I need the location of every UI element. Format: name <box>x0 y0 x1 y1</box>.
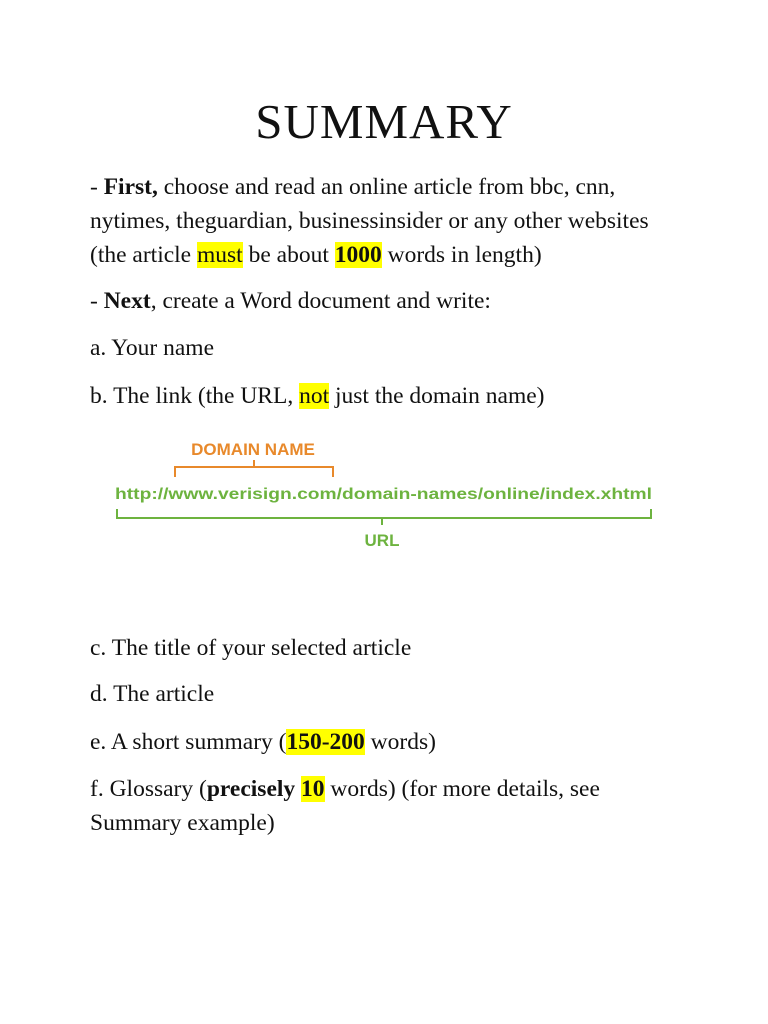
item-c: c. The title of your selected article <box>90 635 412 661</box>
highlight-summary-length: 150-200 <box>286 729 365 755</box>
next-prefix: - <box>90 288 104 314</box>
domain-name-bracket <box>175 460 333 477</box>
highlight-must: must <box>197 242 243 268</box>
highlight-not: not <box>299 383 330 409</box>
precisely-label: precisely <box>206 776 296 802</box>
item-b-text-2: just the domain name) <box>329 383 545 409</box>
first-label: First, <box>103 174 158 200</box>
item-b-text: b. The link (the URL, <box>90 383 300 409</box>
item-f-text: f. Glossary ( <box>90 776 207 802</box>
first-text-2: be about <box>242 242 335 268</box>
highlight-glossary-count: 10 <box>301 776 325 802</box>
page-title: SUMMARY <box>255 94 513 149</box>
url-example: http://www.verisign.com/domain-names/online/index.xhtml <box>115 486 652 503</box>
item-d: d. The article <box>90 681 215 707</box>
item-f-text-2: words) (for more details, see Summary example) <box>90 776 600 836</box>
item-e-text: e. A short summary ( <box>90 729 287 755</box>
instruction-first <box>90 170 690 272</box>
item-e <box>90 725 690 759</box>
url-bracket <box>117 509 651 525</box>
first-prefix: - <box>90 174 104 200</box>
highlight-word-count: 1000 <box>334 242 382 268</box>
next-text: , create a Word document and write: <box>150 288 491 314</box>
item-e-text-2: words) <box>364 729 436 755</box>
url-label: URL <box>364 531 400 550</box>
first-text-3: words in length) <box>381 242 542 268</box>
domain-name-label: DOMAIN NAME <box>191 440 315 459</box>
item-b <box>90 379 690 413</box>
next-label: Next <box>103 288 151 314</box>
item-a: a. Your name <box>90 335 215 361</box>
first-text: choose and read an online article from bbc, cnn, nytimes, theguardian, businessinsider or any other websites (the article <box>90 174 649 268</box>
url-diagram <box>0 428 768 558</box>
instruction-next <box>90 284 690 318</box>
item-f <box>90 772 690 840</box>
